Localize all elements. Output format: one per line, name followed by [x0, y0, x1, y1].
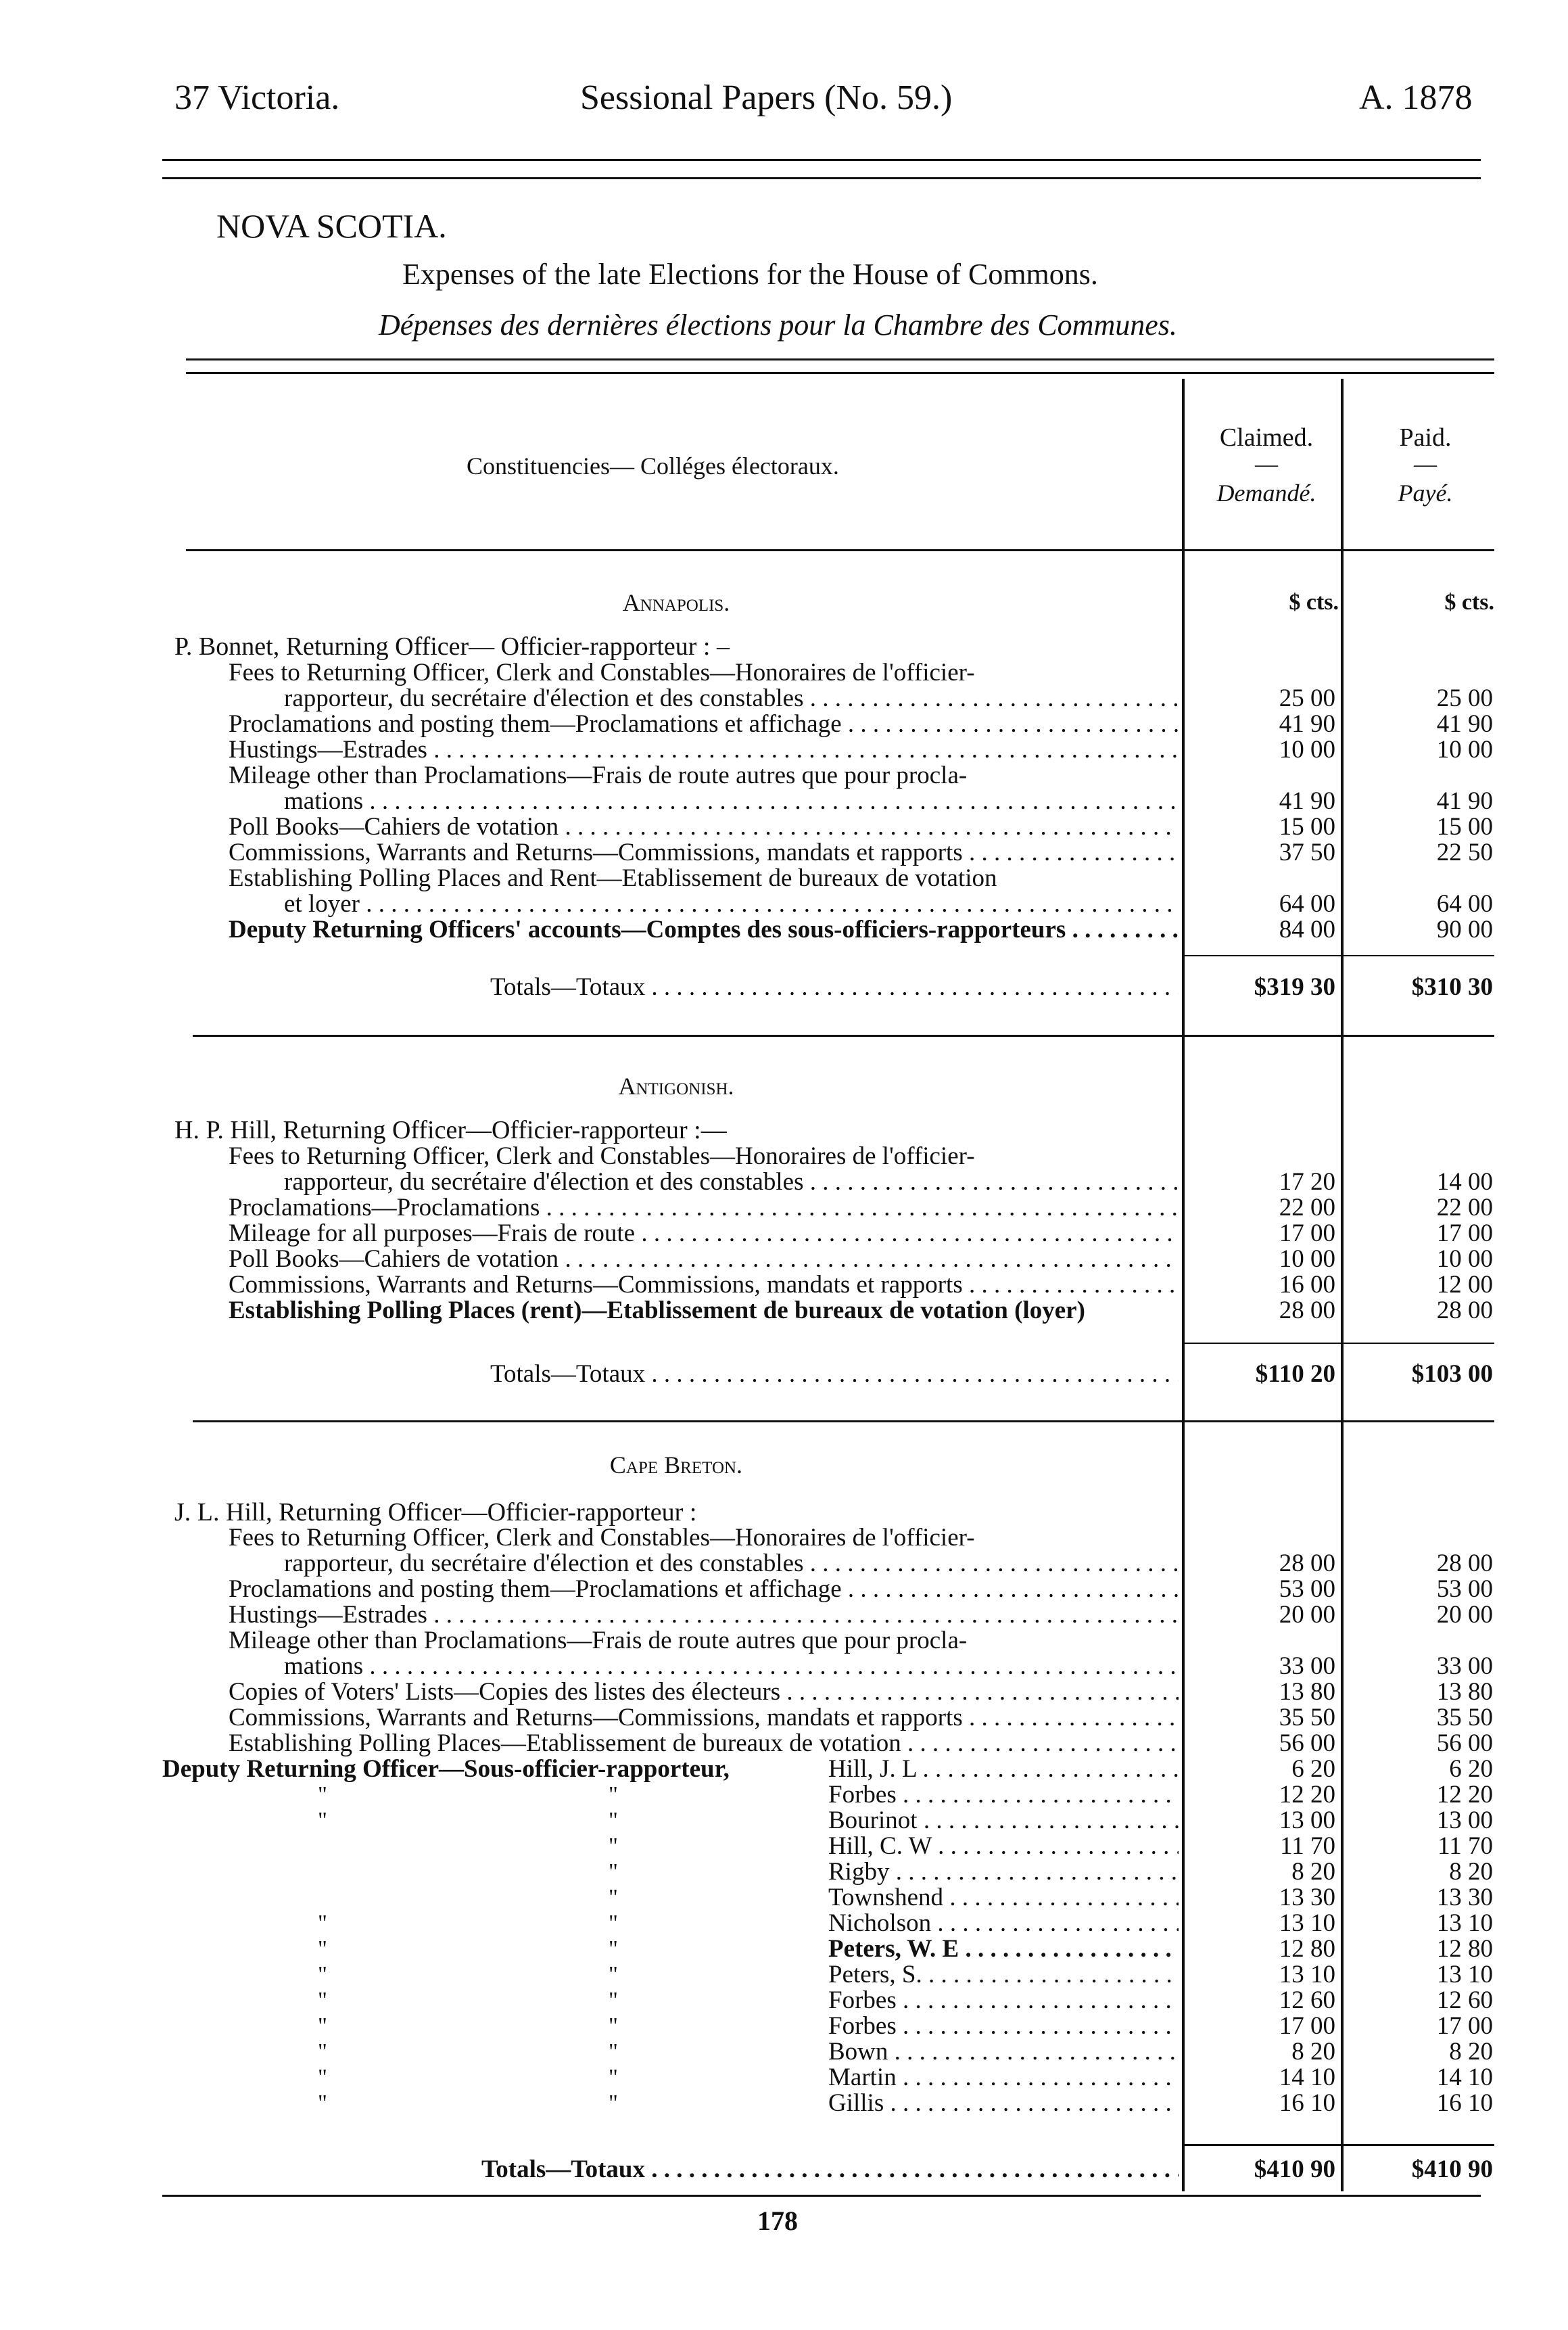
- totals-label: Totals—Totaux . . .: [481, 2156, 1179, 2183]
- deputy-name: Martin . . .: [828, 2064, 1179, 2091]
- deputy-name: Townshend . . .: [828, 1884, 1179, 1911]
- deputy-name: Forbes . . .: [828, 1987, 1179, 2014]
- paid-amount: 41 90: [1436, 787, 1493, 815]
- province-title: NOVA SCOTIA.: [216, 207, 447, 245]
- paid-amount: 12 80: [1436, 1935, 1493, 1963]
- column-divider-claimed: [1182, 379, 1185, 2191]
- paid-amount: 22 50: [1436, 839, 1493, 866]
- header-left: 37 Victoria.: [174, 78, 340, 117]
- paid-amount: 6 20: [1449, 1755, 1493, 1783]
- ditto-mark: ": [318, 1962, 327, 1987]
- section-rule: [193, 1420, 1494, 1422]
- ditto-mark: ": [609, 1782, 618, 1807]
- deputy-name: Bown . . .: [828, 2038, 1179, 2066]
- paid-amount: 17 00: [1436, 1219, 1493, 1247]
- expense-line: Commissions, Warrants and Returns—Commissions, mandats et rapports . . .: [229, 1704, 1179, 1731]
- table-top-rule-2: [186, 372, 1494, 374]
- column-heading-claimed-dash: —: [1255, 452, 1278, 477]
- expense-line: Deputy Returning Officers' accounts—Comptes des sous-officiers-rapporteurs . . .: [229, 916, 1179, 943]
- paid-amount: 14 00: [1436, 1168, 1493, 1196]
- claimed-amount: 13 10: [1279, 1961, 1335, 1988]
- expense-line-cont: mations . . .: [284, 1653, 1179, 1680]
- deputy-name: Forbes . . .: [828, 1781, 1179, 1809]
- section-rule: [193, 1035, 1494, 1037]
- paid-amount: 12 00: [1436, 1271, 1493, 1299]
- claimed-amount: 8 20: [1291, 1858, 1335, 1886]
- paid-amount: 10 00: [1436, 1245, 1493, 1273]
- claimed-amount: 12 60: [1279, 1986, 1335, 2014]
- page-bottom-rule: [162, 2195, 1481, 2197]
- ditto-mark: ": [609, 1988, 618, 2013]
- expense-line-cont: et loyer . . .: [284, 891, 1179, 918]
- deputy-name: Nicholson . . .: [828, 1910, 1179, 1937]
- deputy-returning-officer-label: Deputy Returning Officer—Sous-officier-rapporteur,: [162, 1755, 730, 1783]
- claimed-amount: 10 00: [1279, 1245, 1335, 1273]
- paid-amount: 33 00: [1436, 1652, 1493, 1680]
- claimed-amount: 17 00: [1279, 2012, 1335, 2040]
- paid-amount: 14 10: [1436, 2064, 1493, 2091]
- claimed-amount: 12 20: [1279, 1781, 1335, 1809]
- paid-amount: 10 00: [1436, 736, 1493, 764]
- column-heading-constituencies: Constituencies— Colléges électoraux.: [467, 452, 839, 480]
- ditto-mark: ": [318, 1936, 327, 1961]
- column-heading-claimed: Claimed.: [1219, 423, 1314, 452]
- claimed-amount: 84 00: [1279, 916, 1335, 943]
- deputy-name: Gillis . . .: [828, 2090, 1179, 2117]
- header-center: Sessional Papers (No. 59.): [580, 78, 953, 117]
- claimed-amount: 16 10: [1279, 2089, 1335, 2117]
- paid-amount: 13 30: [1436, 1884, 1493, 1911]
- expense-line: Poll Books—Cahiers de votation . . .: [229, 814, 1179, 841]
- header-right: A. 1878: [1359, 78, 1473, 117]
- deputy-name: Rigby . . .: [828, 1859, 1179, 1886]
- ditto-mark: ": [609, 2065, 618, 2090]
- currency-label-paid: $ cts.: [1444, 590, 1494, 615]
- expense-line-cont: rapporteur, du secrétaire d'élection et des constables . . .: [284, 1550, 1179, 1577]
- totals-label: Totals—Totaux . . .: [490, 974, 1179, 1001]
- expense-line: Establishing Polling Places—Etablissement de bureaux de votation . . .: [229, 1730, 1179, 1757]
- paid-amount: 25 00: [1436, 684, 1493, 712]
- total-claimed: $110 20: [1255, 1360, 1335, 1388]
- title-french: Dépenses des dernières élections pour la Chambre des Communes.: [379, 308, 1177, 342]
- paid-amount: 13 10: [1436, 1961, 1493, 1988]
- deputy-name: Peters, S. . . .: [828, 1961, 1179, 1988]
- returning-officer: H. P. Hill, Returning Officer—Officier-rapporteur :—: [174, 1116, 727, 1144]
- total-paid: $410 90: [1411, 2156, 1493, 2183]
- ditto-mark: ": [318, 1808, 327, 1833]
- claimed-amount: 13 30: [1279, 1884, 1335, 1911]
- ditto-mark: ": [609, 1834, 618, 1859]
- claimed-amount: 35 50: [1279, 1704, 1335, 1731]
- paid-amount: 35 50: [1436, 1704, 1493, 1731]
- expense-line: Mileage other than Proclamations—Frais de route autres que pour procla-: [229, 1627, 968, 1654]
- claimed-amount: 37 50: [1279, 839, 1335, 866]
- claimed-amount: 53 00: [1279, 1575, 1335, 1603]
- claimed-amount: 15 00: [1279, 813, 1335, 841]
- paid-amount: 12 60: [1436, 1986, 1493, 2014]
- ditto-mark: ": [609, 2091, 618, 2116]
- claimed-amount: 13 00: [1279, 1807, 1335, 1834]
- claimed-amount: 11 70: [1280, 1832, 1335, 1860]
- claimed-amount: 14 10: [1279, 2064, 1335, 2091]
- deputy-name: Forbes . . .: [828, 2013, 1179, 2040]
- paid-amount: 17 00: [1436, 2012, 1493, 2040]
- subtotal-rule: [1183, 2144, 1494, 2146]
- expense-line-cont: rapporteur, du secrétaire d'élection et des constables . . .: [284, 685, 1179, 712]
- title-english: Expenses of the late Elections for the House of Commons.: [402, 258, 1098, 291]
- paid-amount: 13 00: [1436, 1807, 1493, 1834]
- column-heading-paid: Paid.: [1399, 423, 1452, 452]
- paid-amount: 13 10: [1436, 1909, 1493, 1937]
- paid-amount: 64 00: [1436, 890, 1493, 918]
- claimed-amount: 6 20: [1291, 1755, 1335, 1783]
- claimed-amount: 56 00: [1279, 1729, 1335, 1757]
- currency-label-claimed: $ cts.: [1289, 590, 1339, 615]
- claimed-amount: 28 00: [1279, 1550, 1335, 1577]
- ditto-mark: ": [318, 1911, 327, 1936]
- table-top-rule-1: [186, 358, 1494, 360]
- paid-amount: 16 10: [1436, 2089, 1493, 2117]
- paid-amount: 28 00: [1436, 1297, 1493, 1324]
- paid-amount: 15 00: [1436, 813, 1493, 841]
- claimed-amount: 8 20: [1291, 2038, 1335, 2066]
- deputy-name: Hill, C. W . . .: [828, 1833, 1179, 1860]
- column-heading-rule: [186, 549, 1494, 551]
- expense-line-cont: rapporteur, du secrétaire d'élection et des constables . . .: [284, 1169, 1179, 1196]
- claimed-amount: 17 00: [1279, 1219, 1335, 1247]
- expense-line: Proclamations and posting them—Proclamations et affichage . . .: [229, 711, 1179, 738]
- totals-label: Totals—Totaux . . .: [490, 1361, 1179, 1388]
- ditto-mark: ": [318, 2091, 327, 2116]
- deputy-name: Hill, J. L . . .: [828, 1756, 1179, 1783]
- claimed-amount: 28 00: [1279, 1297, 1335, 1324]
- total-paid: $310 30: [1411, 973, 1493, 1001]
- claimed-amount: 22 00: [1279, 1194, 1335, 1221]
- subtotal-rule: [1183, 1343, 1494, 1344]
- ditto-mark: ": [609, 1911, 618, 1936]
- paid-amount: 90 00: [1436, 916, 1493, 943]
- paid-amount: 11 70: [1438, 1832, 1493, 1860]
- paid-amount: 12 20: [1436, 1781, 1493, 1809]
- section-title-annapolis: Annapolis.: [622, 589, 730, 616]
- expense-line: Commissions, Warrants and Returns—Commissions, mandats et rapports . . .: [229, 1272, 1179, 1299]
- paid-amount: 8 20: [1449, 1858, 1493, 1886]
- claimed-amount: 41 90: [1279, 710, 1335, 738]
- section-title-cape-breton: Cape Breton.: [609, 1451, 743, 1478]
- paid-amount: 22 00: [1436, 1194, 1493, 1221]
- expense-line: Fees to Returning Officer, Clerk and Constables—Honoraires de l'officier-: [229, 1524, 975, 1552]
- expense-line: Poll Books—Cahiers de votation . . .: [229, 1246, 1179, 1273]
- expense-line: Commissions, Warrants and Returns—Commissions, mandats et rapports . . .: [229, 839, 1179, 866]
- paid-amount: 41 90: [1436, 710, 1493, 738]
- ditto-mark: ": [609, 1936, 618, 1961]
- ditto-mark: ": [609, 1885, 618, 1910]
- expense-line: Fees to Returning Officer, Clerk and Constables—Honoraires de l'officier-: [229, 659, 975, 686]
- ditto-mark: ": [609, 1808, 618, 1833]
- returning-officer: J. L. Hill, Returning Officer—Officier-rapporteur :: [174, 1498, 697, 1527]
- column-heading-paid-dash: —: [1414, 452, 1437, 477]
- ditto-mark: ": [318, 2065, 327, 2090]
- expense-line: Mileage for all purposes—Frais de route . . .: [229, 1220, 1179, 1247]
- claimed-amount: 33 00: [1279, 1652, 1335, 1680]
- expense-line: Copies of Voters' Lists—Copies des listes des électeurs . . .: [229, 1679, 1179, 1706]
- paid-amount: 28 00: [1436, 1550, 1493, 1577]
- claimed-amount: 20 00: [1279, 1601, 1335, 1629]
- returning-officer: P. Bonnet, Returning Officer— Officier-rapporteur : –: [174, 632, 730, 661]
- ditto-mark: ": [609, 1859, 618, 1884]
- claimed-amount: 13 10: [1279, 1909, 1335, 1937]
- paid-amount: 13 80: [1436, 1678, 1493, 1706]
- claimed-amount: 41 90: [1279, 787, 1335, 815]
- claimed-amount: 13 80: [1279, 1678, 1335, 1706]
- ditto-mark: ": [318, 2039, 327, 2064]
- ditto-mark: ": [609, 2013, 618, 2038]
- ditto-mark: ": [318, 1988, 327, 2013]
- expense-line: Fees to Returning Officer, Clerk and Constables—Honoraires de l'officier-: [229, 1143, 975, 1170]
- claimed-amount: 16 00: [1279, 1271, 1335, 1299]
- expense-line-cont: mations . . .: [284, 788, 1179, 815]
- expense-line: Establishing Polling Places (rent)—Etablissement de bureaux de votation (loyer): [229, 1297, 1085, 1324]
- ditto-mark: ": [609, 2039, 618, 2064]
- deputy-name: Bourinot . . .: [828, 1807, 1179, 1834]
- claimed-amount: 10 00: [1279, 736, 1335, 764]
- column-heading-claimed-fr: Demandé.: [1216, 480, 1316, 507]
- column-heading-paid-fr: Payé.: [1398, 480, 1453, 507]
- expense-line: Establishing Polling Places and Rent—Etablissement de bureaux de votation: [229, 865, 997, 892]
- paid-amount: 53 00: [1436, 1575, 1493, 1603]
- paid-amount: 20 00: [1436, 1601, 1493, 1629]
- header-rule-bottom: [162, 177, 1481, 179]
- expense-line: Mileage other than Proclamations—Frais de route autres que pour procla-: [229, 762, 968, 789]
- subtotal-rule: [1183, 955, 1494, 956]
- header-rule-top: [162, 159, 1481, 161]
- column-divider-paid: [1341, 379, 1344, 2191]
- total-claimed: $410 90: [1254, 2156, 1335, 2183]
- expense-line: Hustings—Estrades . . .: [229, 1602, 1179, 1629]
- ditto-mark: ": [318, 1782, 327, 1807]
- page-number: 178: [757, 2206, 798, 2236]
- claimed-amount: 25 00: [1279, 684, 1335, 712]
- expense-line: Proclamations and posting them—Proclamations et affichage . . .: [229, 1576, 1179, 1603]
- section-title-antigonish: Antigonish.: [618, 1073, 734, 1100]
- ditto-mark: ": [609, 1962, 618, 1987]
- expense-line: Proclamations—Proclamations . . .: [229, 1194, 1179, 1221]
- total-claimed: $319 30: [1254, 973, 1335, 1001]
- paid-amount: 56 00: [1436, 1729, 1493, 1757]
- total-paid: $103 00: [1411, 1360, 1493, 1388]
- paid-amount: 8 20: [1449, 2038, 1493, 2066]
- claimed-amount: 12 80: [1279, 1935, 1335, 1963]
- ditto-mark: ": [318, 2013, 327, 2038]
- claimed-amount: 64 00: [1279, 890, 1335, 918]
- claimed-amount: 17 20: [1279, 1168, 1335, 1196]
- deputy-name: Peters, W. E . . .: [828, 1936, 1179, 1963]
- expense-line: Hustings—Estrades . . .: [229, 737, 1179, 764]
